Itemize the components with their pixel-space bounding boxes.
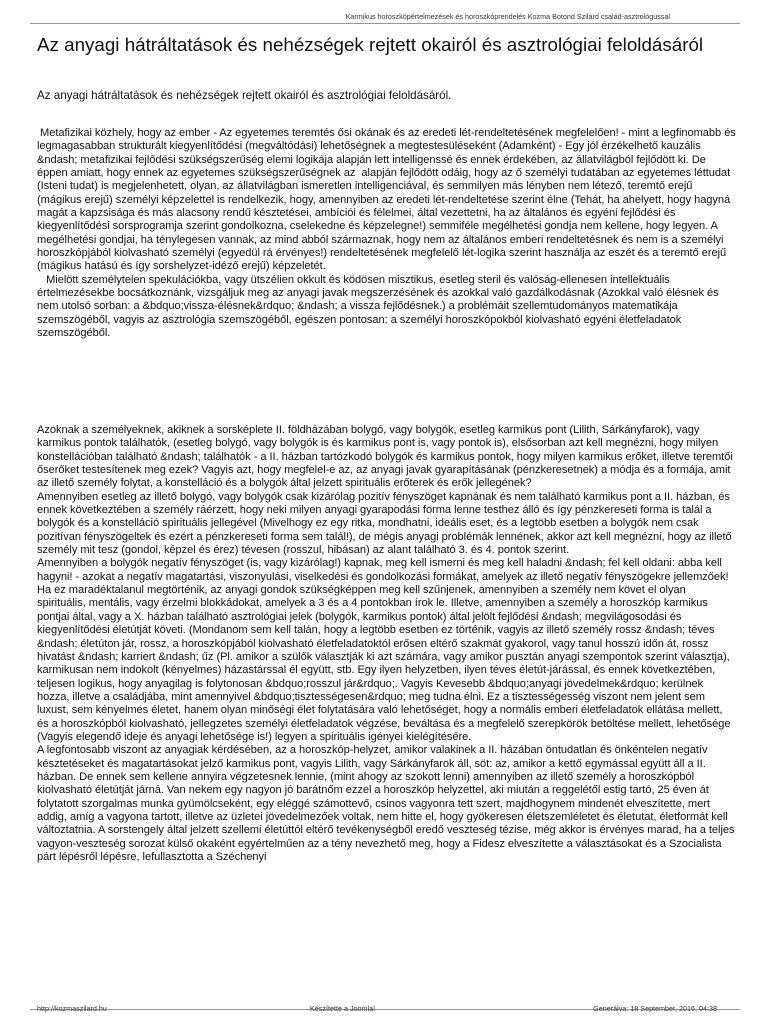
paragraph: Amennyiben a bolygók negatív fényszöget (is, vagy kizárólag!) kapnak, meg kell ismerni és meg kell haladni &ndash; fel kell oldani: abba kell hagyni! - azokat a negatív magatartási, viszonyulási, viselkedési és gondolkozási formákat, amelyek az illető negatív fényszögekre jellemzőek! Ha ez maradéktalanul megtörténik, az anyagi gondok szükségképpen meg kell szűnjenek, amennyiben a személy nem követ el olyan spirituális, mentális, vagy érzelmi blokkádokat, amelyek a 3 és a 4 pontokban írok le. Illetve, amennyiben a személy a horoszkóp karmikus pontjai által, vagy a X. házban található asztrológiai jelek (bolygók, karmikus pontok) által jelölt fejlődési &ndash; megvilágosodási és kiegyenlítődési életútját követi. (Mondanom sem kell talán, hogy a legtöbb esetben ez történik, vagyis az illető személy rossz &ndash; téves &ndash; életúton jár, rossz, a horoszkópjából kiolvasható életfeladatoktól erősen eltérő szakmát gyakorol, vagy tanul hosszú időn át, rossz hivatást &ndash; karriert &ndash; űz (Pl. amikor a szülők választják ki azt számára, vagy amikor pusztán anyagi szempontok szerint választja), karmikusan nem indokolt (kényelmes) házastárssal él együtt, stb. Egy ilyen helyzetben, ilyen téves életút-járással, és ennek következtében, teljesen logikus, hogy anyagilag is folytonosan &bdquo;rosszul jár&rdquo;. Vagyis Kevesebb &bdquo;anyagi jövedelmek&rdquo; kerülnek hozza, illetve a családjába, mint amennyivel &bdquo;tisztességesen&rdquo; meg tudna élni. Ez a tisztességesség viszont nem jelent sem luxust, sem kényelmes életet, hanem olyan minőségi élet folytatására való lehetőséget, hogy a normális emberi életfeladatok ellátása mellett, és a horoszkópból kiolvasható, jellegzetes személyi életfeladatok végzése, beváltása és a megfelelő szerepkörök betöltése mellett, lehetősége (Vagyis elegendő ideje és anyagi lehetősége is!) legyen a spirituális igényei kielégítésére. (37, 557, 731, 743)
header-divider (30, 23, 740, 24)
article-body-section-2 (37, 424, 737, 1010)
paragraph: Amennyiben esetleg az illető bolygó, vagy bolygók csak kizárólag pozitív fényszöget kapnának és nem található karmikus pont a II. házban, és ennek következtében a személy ráérzett, hogy neki milyen anyagi gyarapodási forma lenne testhez álló és így pénzkereseti forma is talál a bolygók és a konstelláció spirituális jellegével (Mivelhogy ez egy ritka, mondhatni, ideális eset, és a legtöbb esetben a bolygók nem csak pozitívan fényszögeltek és ezért a pénzkereseti forma sem talál!), de mégis anyagi problémák lennének, akkor azt kell megnézni, hogy az illető személy mit tesz (gondol, képzel és érez) tévesen (rosszul, hibásan) az alant található 3. és 4. pontok szerint. (37, 490, 732, 557)
page-footer (37, 1004, 717, 1014)
article-body-section-1 (37, 127, 737, 395)
paragraph: Mielött személytelen spekulációkba, vagy ütszélien okkult és ködösen misztikus, esetleg steril és valóság-ellenesen intellektuális értelmezésekbe bocsátkoznánk, vizsgáljuk meg az anyagi javak megszerzésének és azokkal való gazdálkodásnak (Azokkal való élésnek és nem utolsó sorban: a &bdquo;vissza-élésnek&rdquo; &ndash; a vissza fejlődésnek.) a problémáit szellemtudományos matematikája szemszögéből, vagyis az asztrológia szemszögéből, egészen pontosan: a személyi horoszkópokból kiolvasható egyéni életfeladatok szemszögéből. (37, 273, 722, 340)
footer-generated-date: Generálva: 18 September, 2016, 04:38 (593, 1004, 717, 1013)
page-header: Karmikus horoszkópértelmezések és horoszkóprendelés Kozma Botond Szilárd család-asztrológussal (345, 12, 670, 21)
paragraph: Azoknak a személyeknek, akiknek a sorsképlete II. földházában bolygó, vagy bolygók, esetleg karmikus pont (Lilith, Sárkányfarok), vagy karmikus pontok találhatók, (esetleg bolygó, vagy bolygók is és karmikus pont is, vagy pontok is), elsősorban azt kell megnézni, hogy milyen konstellációban található &ndash; találhatók - a II. házban tartózkodó bolygók és karmikus pontok, hogy milyen karmikus erőket, illetve teremtői őserőket testesítenek meg ezek? Vagyis azt, hogy megfelel-e az, az anyagi javak gyarapításának (pénzkeresetnek) a módja és a formája, amit az illető személy folytat, a konstelláció és a bolygók által jelzett spirituális erőterek és erők jellegének? (37, 424, 733, 490)
paragraph: Metafizikai közhely, hogy az ember - Az egyetemes teremtés ősi okának és az eredeti lét-rendeltetésének megfelelően! - mint a legfinomabb és legmagasabban strukturált kiegyenlítődési (megváltódási) lehetőségnek a megtestesüléseként (Adamként) - Egy jól érzékelhető kauzális &ndash; metafizikai fejlődési szükségszerűség elemi logikája alapján lett intelligenssé és ennek érdekében, az állatvilágból fejlődött ki. De éppen amiatt, hogy ennek az egyetemes szükségszerűségnek az alapján fejlődött odáig, hogy az ő személyi tudatában az egyetemes léttudat (Isteni tudat) is megjelenhetett, olyan, az állatvilágban ismeretlen intelligenciával, és semmilyen más lényben nem létező, teremtő erejű (mágikus erejű) személyi képzelettel is rendelkezik, hogy, amennyiben az eredeti lét-rendeltetése szerint élne (Tehát, ha ahelyett, hogy hagyná magát a kapzsisága és más alacsony rendű késztetései, ambíciói és félelmei, által vezettetni, ha az általános és egyéni fejlődési és kiegyenlítődési sorsprogramja szerint gondolkozna, cselekedne és képzelegne!) semmiféle megélhetési gondja nem kellene, hogy legyen. A megélhetési gondjai, ha ténylegesen vannak, az mind abból származnak, hogy nem az általános emberi rendeltetésnek és nem is a személyi horoszkópjából kiolvasható személyi (egyedül rá érvényes!) rendeltetésének megfelelő lét-logika szerint használja az eszét és a teremtő erejű (mágikus hatású és így sorshelyzet-idéző erejű) képzeletét. (37, 127, 739, 273)
paragraph: A legfontosabb viszont az anyagiak kérdésében, az a horoszkóp-helyzet, amikor valakinek a II. házában öntudatlan és önkéntelen negatív késztetéseket és magatartásokat jelző karmikus pont, vagyis Lilith, vagy Sárkányfarok áll, söt: az, amikor a kettő egymással együtt áll a II. házban. De ennek sem kellene annyira végzetesnek lennie, (mint ahogy az szokott lenni) amennyiben az illető személy a horoszkópból kiolvasható életútját járná. Van nekem egy nagyon jó barátnőm ezzel a horoszkóp helyzettel, aki miután a reggelétől estig tartó, 25 éven át folytatott szorgalmas munka gyümölcseként, egy eléggé számottevő, csinos vagyonra tett szert, majdhogynem mindenét elveszítette, mert addig, amíg a vagyona tartott, illetve az üzletei jövedelmezőek voltak, nem hitte el, hogy gyökeresen életszemléletet és életutat, életformát kell változtatnia. A sorstengely által jelzett szellemi életúttól eltérő tevékenységből eredő veszteség tézise, még akkor is érvényes marad, ha a teljes vagyon-veszteség sorozat külső okaként egyértelműen az a tény nevezhető meg, hogy a Fidesz elveszítette a választásokat és a Szocialista párt lépésről lépésre, lefullasztotta a Széchenyi (37, 744, 735, 863)
article-title: Az anyagi hátráltatások és nehézségek rejtett okairól és asztrológiai feloldásáról (37, 34, 704, 55)
footer-site-link[interactable]: http://kozmaszilard.hu (37, 1004, 107, 1013)
footer-powered-by: Készítette a Joomla! (310, 1004, 376, 1013)
article-intro: Az anyagi hátráltatások és nehézségek rejtett okairól és asztrológiai feloldásáról. (37, 89, 452, 102)
